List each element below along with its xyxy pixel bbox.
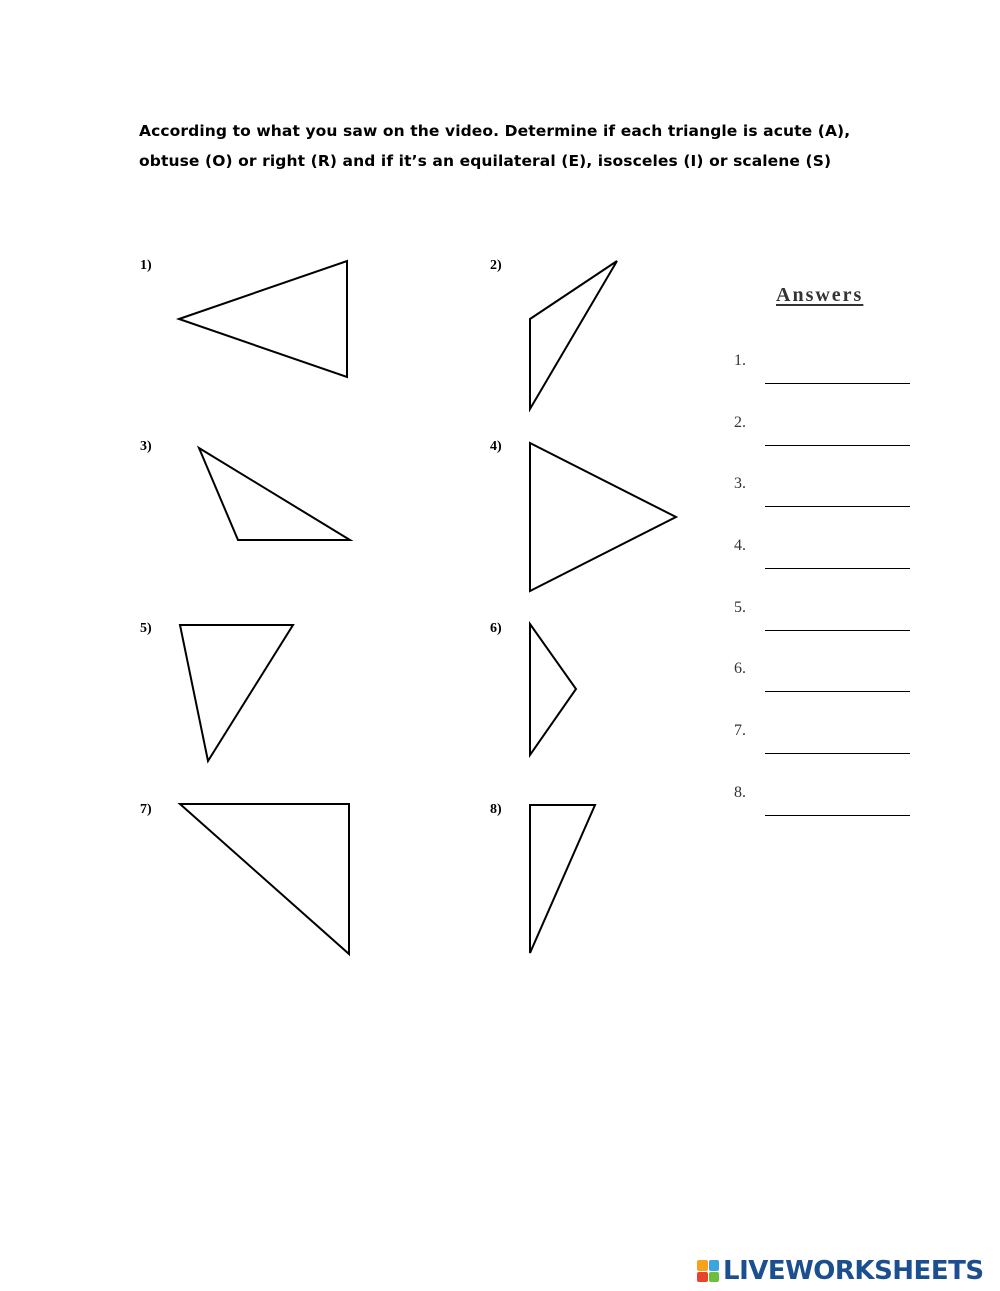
triangle-4 [530,443,676,591]
liveworksheets-logo [697,1256,984,1286]
answer-number: 4. [734,537,746,554]
triangle-label-5: 5) [140,621,152,636]
triangle-5 [180,625,293,761]
answer-row-8 [734,784,914,808]
triangle-label-4: 4) [490,439,502,454]
answer-number: 3. [734,475,746,492]
liveworksheets-logo-text: LIVEWORKSHEETS [723,1256,984,1286]
answer-input-7[interactable] [765,739,910,754]
answer-input-5[interactable] [765,616,910,631]
answer-number: 6. [734,660,746,677]
triangle-2 [530,261,617,409]
answer-row-4 [734,537,914,561]
answer-input-2[interactable] [765,431,910,446]
instructions-line-1: According to what you saw on the video. Determine if each triangle is acute (A), [139,122,851,140]
answer-input-8[interactable] [765,801,910,816]
answers-title: Answers [776,284,864,306]
triangle-6 [530,624,576,755]
logo-block [709,1272,720,1283]
triangle-label-6: 6) [490,621,502,636]
answer-row-6 [734,660,914,684]
answer-number: 1. [734,352,746,369]
answer-row-7 [734,722,914,746]
logo-block [697,1272,708,1283]
answer-number: 8. [734,784,746,801]
triangle-label-8: 8) [490,802,502,817]
triangle-3 [199,448,350,540]
triangle-label-7: 7) [140,802,152,817]
answer-row-2 [734,414,914,438]
triangle-7 [180,804,349,954]
answer-row-5 [734,599,914,623]
triangle-label-1: 1) [140,258,152,273]
triangle-8 [530,805,595,953]
triangle-label-3: 3) [140,439,152,454]
answer-number: 2. [734,414,746,431]
answer-number: 7. [734,722,746,739]
instructions-line-2: obtuse (O) or right (R) and if it’s an equilateral (E), isosceles (I) or scalene (S) [139,152,832,170]
answer-input-1[interactable] [765,369,910,384]
triangle-1 [179,261,347,377]
logo-block [709,1260,720,1271]
answer-number: 5. [734,599,746,616]
triangle-label-2: 2) [490,258,502,273]
answer-row-3 [734,475,914,499]
logo-block [697,1260,708,1271]
answer-input-6[interactable] [765,677,910,692]
answer-input-3[interactable] [765,492,910,507]
answer-input-4[interactable] [765,554,910,569]
answer-row-1 [734,352,914,376]
liveworksheets-logo-icon [697,1260,719,1282]
